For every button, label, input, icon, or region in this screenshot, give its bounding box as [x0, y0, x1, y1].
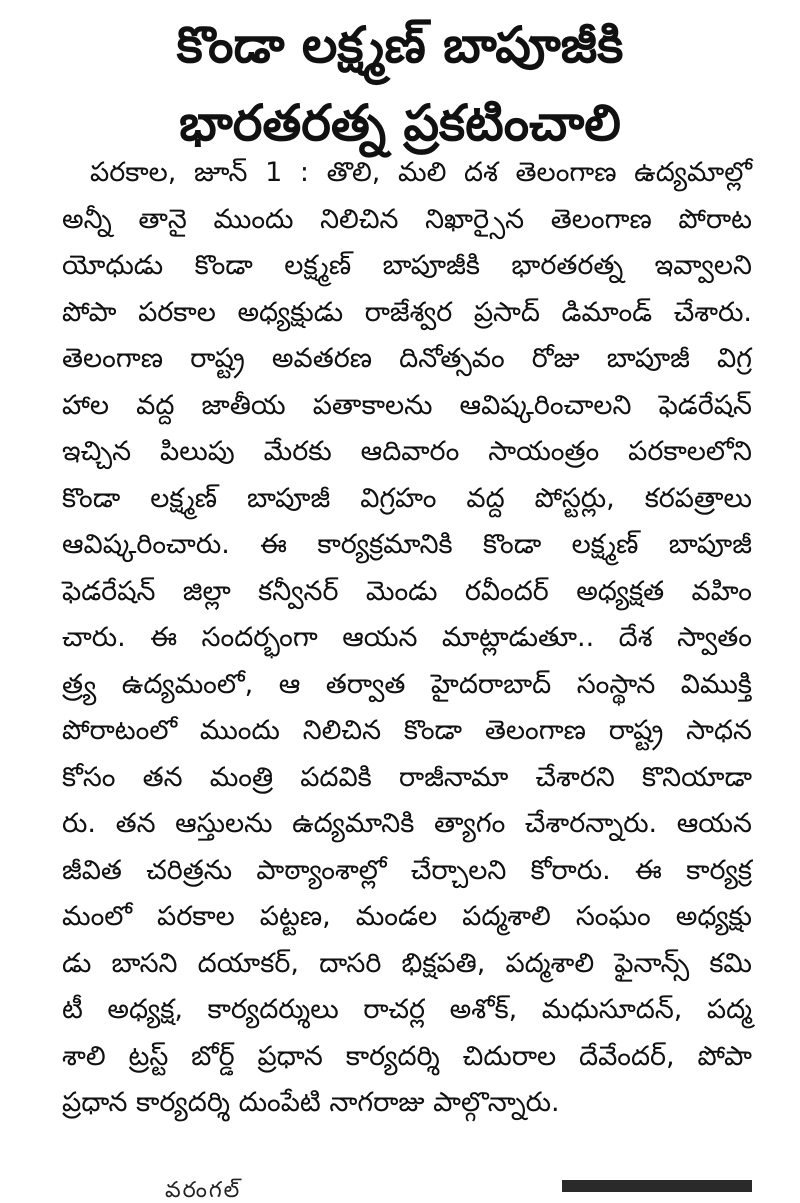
article-line: కోసం తన మంత్రి పదవికి రాజీనామా చేశారని కొనియాడా: [62, 761, 752, 793]
cut-off-next-article-text: వరంగల్: [165, 1178, 242, 1203]
article-line: ఆవిష్కరించారు. ఈ కార్యక్రమానికి కొండా లక్ష్మణ్ బాపూజీ: [62, 529, 752, 560]
article-body: [62, 150, 752, 1127]
article-line: త్ర్య ఉద్యమంలో, ఆ తర్వాత హైదరాబాద్ సంస్థాన విముక్తి: [62, 668, 752, 700]
article-line: ఇచ్చిన పిలుపు మేరకు ఆదివారం సాయంత్రం పరకాలలోని: [62, 436, 752, 467]
article-line: పోరాటంలో ముందు నిలిచిన కొండా తెలంగాణ రాష్ట్ర సాధన: [62, 715, 752, 746]
article-line: జీవిత చరిత్రను పాఠ్యాంశాల్లో చేర్చాలని కోరారు. ఈ కార్యక్ర: [62, 854, 752, 886]
article-line: అన్నీ తానై ముందు నిలిచిన నిఖార్సైన తెలంగాణ పోరాట: [62, 203, 752, 235]
cut-off-photo: [562, 1180, 752, 1192]
headline: [0, 6, 800, 162]
article-line: కొండా లక్ష్మణ్ బాపూజీ విగ్రహం వద్ద పోస్టర్లు, కరపత్రాలు: [62, 482, 752, 514]
article-line: శాలి ట్రస్ట్ బోర్డ్ ప్రధాన కార్యదర్శి చిదురాల దేవేందర్, పోపా: [62, 1040, 752, 1072]
article-line: తెలంగాణ రాష్ట్ర అవతరణ దినోత్సవం రోజు బాపూజీ విగ్ర: [62, 343, 752, 374]
headline-line-1: కొండా లక్ష్మణ్ బాపూజీకి: [176, 16, 624, 74]
headline-line-2: భారతరత్న ప్రకటించాలి: [179, 94, 621, 152]
article-line: పోపా పరకాల అధ్యక్షుడు రాజేశ్వర ప్రసాద్ డిమాండ్ చేశారు.: [62, 296, 752, 328]
article-line: డు బాసని దయాకర్, దాసరి భిక్షపతి, పద్మశాలి ఫైనాన్స్ కమి: [62, 947, 752, 979]
article-line: యోధుడు కొండా లక్ష్మణ్ బాపూజీకి భారతరత్న ఇవ్వాలని: [62, 250, 752, 281]
article-line: టీ అధ్యక్ష, కార్యదర్శులు రాచర్ల అశోక్, మధుసూదన్, పద్మ: [62, 994, 752, 1025]
article-line: ప్రధాన కార్యదర్శి దుంపేటి నాగరాజు పాల్గొన్నారు.: [62, 1087, 560, 1118]
article-line: హాల వద్ద జాతీయ పతాకాలను ఆవిష్కరించాలని ఫెడరేషన్: [62, 389, 752, 421]
article-line: రు. తన ఆస్తులను ఉద్యమానికి త్యాగం చేశారన్నారు. ఆయన: [62, 808, 752, 839]
article-line: మంలో పరకాల పట్టణ, మండల పద్మశాలి సంఘం అధ్యక్షు: [62, 901, 752, 932]
article-line: ఫెడరేషన్ జిల్లా కన్వీనర్ మెండు రవీందర్ అధ్యక్షత వహిం: [62, 575, 752, 607]
article-line: చారు. ఈ సందర్భంగా ఆయన మాట్లాడుతూ.. దేశ స్వాతం: [62, 622, 752, 653]
article-line: పరకాల, జూన్ 1 : తొలి, మలి దశ తెలంగాణ ఉద్యమాల్లో: [90, 157, 752, 188]
